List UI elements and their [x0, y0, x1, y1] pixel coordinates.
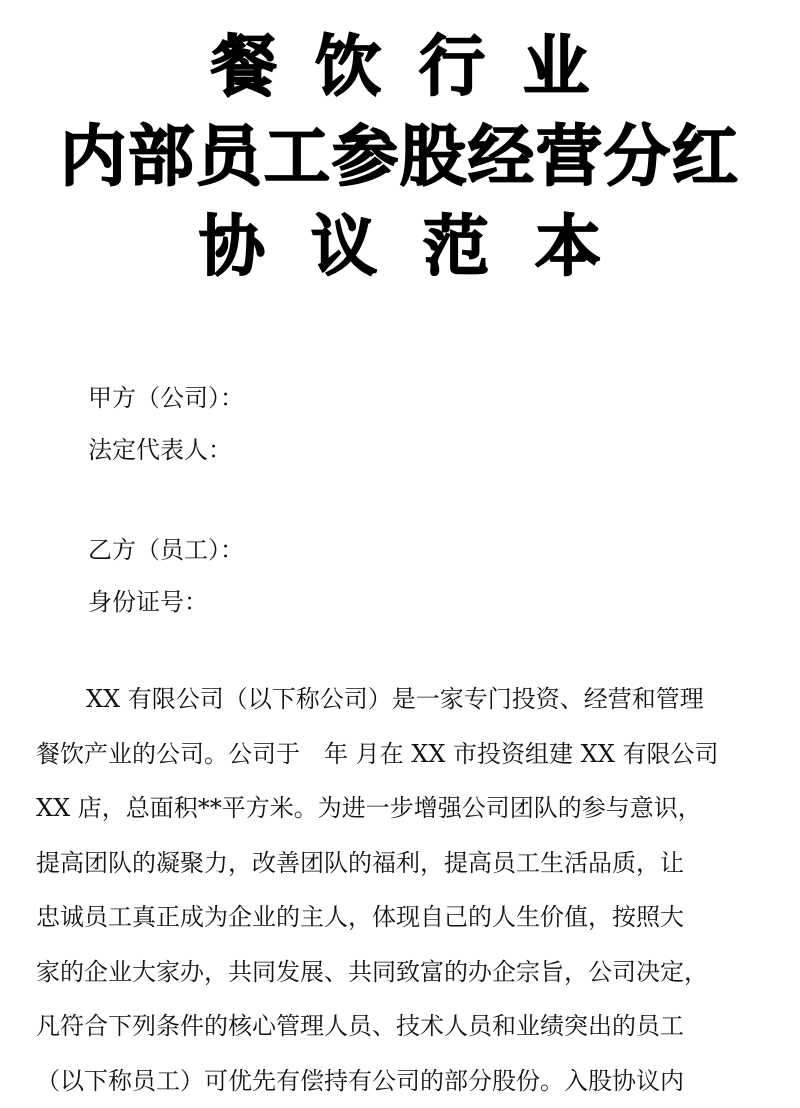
body-line: （以下称员工）可优先有偿持有公司的部分股份。入股协议内 [36, 1054, 736, 1108]
body-line: 提高团队的凝聚力，改善团队的福利，提高员工生活品质，让 [36, 836, 736, 891]
party-a-company-label: 甲方（公司）： [88, 372, 244, 424]
body-line: XX 店，总面积**平方米。为进一步增强公司团队的参与意识， [36, 781, 736, 836]
title-line-2: 内部员工参股经营分红 [0, 112, 800, 202]
party-b-employee-label: 乙方（员工）： [88, 524, 244, 576]
body-line: 凡符合下列条件的核心管理人员、技术人员和业绩突出的员工 [36, 999, 736, 1054]
body-line: 餐饮产业的公司。公司于 年 月在 XX 市投资组建 XX 有限公司 [36, 727, 736, 782]
agreement-body-paragraph [36, 672, 736, 1108]
party-a-section [88, 372, 244, 476]
document-title [0, 22, 800, 292]
title-line-1: 餐饮行业 [0, 22, 800, 112]
body-line: 忠诚员工真正成为企业的主人，体现自己的人生价值，按照大 [36, 890, 736, 945]
party-b-section [88, 524, 244, 628]
id-number-label: 身份证号： [88, 576, 244, 628]
legal-representative-label: 法定代表人： [88, 424, 244, 476]
body-line: XX 有限公司（以下称公司）是一家专门投资、经营和管理 [36, 672, 736, 727]
body-line: 家的企业大家办，共同发展、共同致富的办企宗旨，公司决定， [36, 945, 736, 1000]
title-line-3: 协议范本 [0, 202, 800, 292]
